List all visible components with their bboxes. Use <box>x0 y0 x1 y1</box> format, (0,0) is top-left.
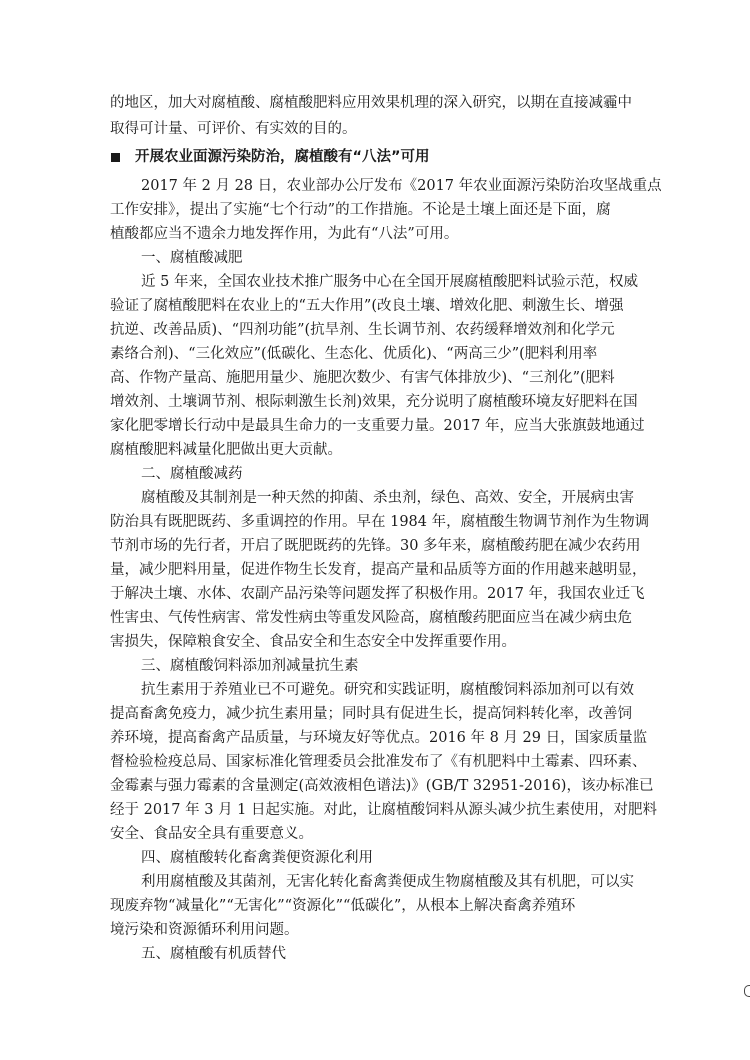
text-line: 家化肥零增长行动中是最具生命力的一支重要力量。2017 年，应当大张旗鼓地通过 <box>110 418 645 434</box>
subsection-heading: 一、腐植酸减肥 <box>141 250 243 266</box>
text-line: 境污染和资源循环利用问题。 <box>110 922 299 938</box>
subsection-heading: 五、腐植酸有机质替代 <box>141 946 286 962</box>
text-line: 金霉素与强力霉素的含量测定(高效液相色谱法)》(GB/T 32951-2016)，该办标准已 <box>110 778 654 794</box>
text-line: 提高畜禽免疫力，减少抗生素用量；同时具有促进生长，提高饲料转化率，改善饲 <box>110 706 632 722</box>
text-line: 腐植酸肥料减量化肥做出更大贡献。 <box>110 442 342 458</box>
page-edge-mark <box>744 985 750 997</box>
subsection-heading: 三、腐植酸饲料添加剂减量抗生素 <box>141 658 359 674</box>
text-line: 验证了腐植酸肥料在农业上的“五大作用”(改良土壤、增效化肥、刺激生长、增强 <box>110 298 624 314</box>
text-line: 抗逆、改善品质)、“四剂功能”(抗旱剂、生长调节剂、农药缓释增效剂和化学元 <box>110 322 615 338</box>
text-line: 现废弃物“减量化”“无害化”“资源化”“低碳化”，从根本上解决畜禽养殖环 <box>110 898 576 914</box>
text-line: 增效剂、土壤调节剂、根际刺激生长剂)效果，充分说明了腐植酸环境友好肥料在国 <box>110 394 638 410</box>
text-line: 节剂市场的先行者，开启了既肥既药的先锋。30 多年来，腐植酸药肥在减少农药用 <box>110 538 641 554</box>
text-line: 于解决土壤、水体、农副产品污染等问题发挥了积极作用。2017 年，我国农业迁飞 <box>110 586 645 602</box>
text-line: 性害虫、气传性病害、常发性病虫等重发风险高，腐植酸药肥面应当在减少病虫危 <box>110 610 632 626</box>
text-line: 抗生素用于养殖业已不可避免。研究和实践证明，腐植酸饲料添加剂可以有效 <box>141 682 634 698</box>
text-line: 近 5 年来，全国农业技术推广服务中心在全国开展腐植酸肥料试验示范，权威 <box>141 274 638 290</box>
text-line: 经于 2017 年 3 月 1 日起实施。对此，让腐植酸饲料从源头减少抗生素使用，对肥料 <box>110 802 658 818</box>
text-line: 督检验检疫总局、国家标准化管理委员会批准发布了《有机肥料中土霉素、四环素、 <box>110 754 647 770</box>
text-line: 素络合剂)、“三化效应”(低碳化、生态化、优质化)、“两高三少”(肥料利用率 <box>110 346 598 362</box>
text-line: 腐植酸及其制剂是一种天然的抑菌、杀虫剂，绿色、高效、安全，开展病虫害 <box>141 490 634 506</box>
subsection-heading: 二、腐植酸减药 <box>141 466 243 482</box>
text-line: 量，减少肥料用量，促进作物生长发育，提高产量和品质等方面的作用越来越明显， <box>110 562 647 578</box>
text-line: 植酸都应当不遗余力地发挥作用，为此有“八法”可用。 <box>110 226 459 242</box>
text-line: 取得可计量、可评价、有实效的目的。 <box>110 121 357 137</box>
text-line: 高、作物产量高、施肥用量少、施肥次数少、有害气体排放少)、“三剂化”(肥料 <box>110 370 615 386</box>
text-line: 安全、食品安全具有重要意义。 <box>110 826 313 842</box>
text-line: 工作安排》，提出了实施“七个行动”的工作措施。不论是土壤上面还是下面，腐 <box>110 202 611 218</box>
text-line: 利用腐植酸及其菌剂，无害化转化畜禽粪便成生物腐植酸及其有机肥，可以实 <box>141 874 634 890</box>
subsection-heading: 四、腐植酸转化畜禽粪便资源化利用 <box>141 850 373 866</box>
square-bullet-icon <box>111 153 120 162</box>
text-line: 2017 年 2 月 28 日，农业部办公厅发布《2017 年农业面源污染防治攻坚战重点 <box>141 178 662 194</box>
text-line: 养环境，提高畜禽产品质量，与环境友好等优点。2016 年 8 月 29 日，国家质量监 <box>110 730 648 746</box>
text-line: 害损失，保障粮食安全、食品安全和生态安全中发挥重要作用。 <box>110 634 516 650</box>
text-line: 防治具有既肥既药、多重调控的作用。早在 1984 年，腐植酸生物调节剂作为生物调 <box>110 514 650 530</box>
text-line: 的地区，加大对腐植酸、腐植酸肥料应用效果机理的深入研究，以期在直接减霾中 <box>110 95 632 111</box>
section-heading: 开展农业面源污染防治，腐植酸有“八法”可用 <box>0 145 750 169</box>
